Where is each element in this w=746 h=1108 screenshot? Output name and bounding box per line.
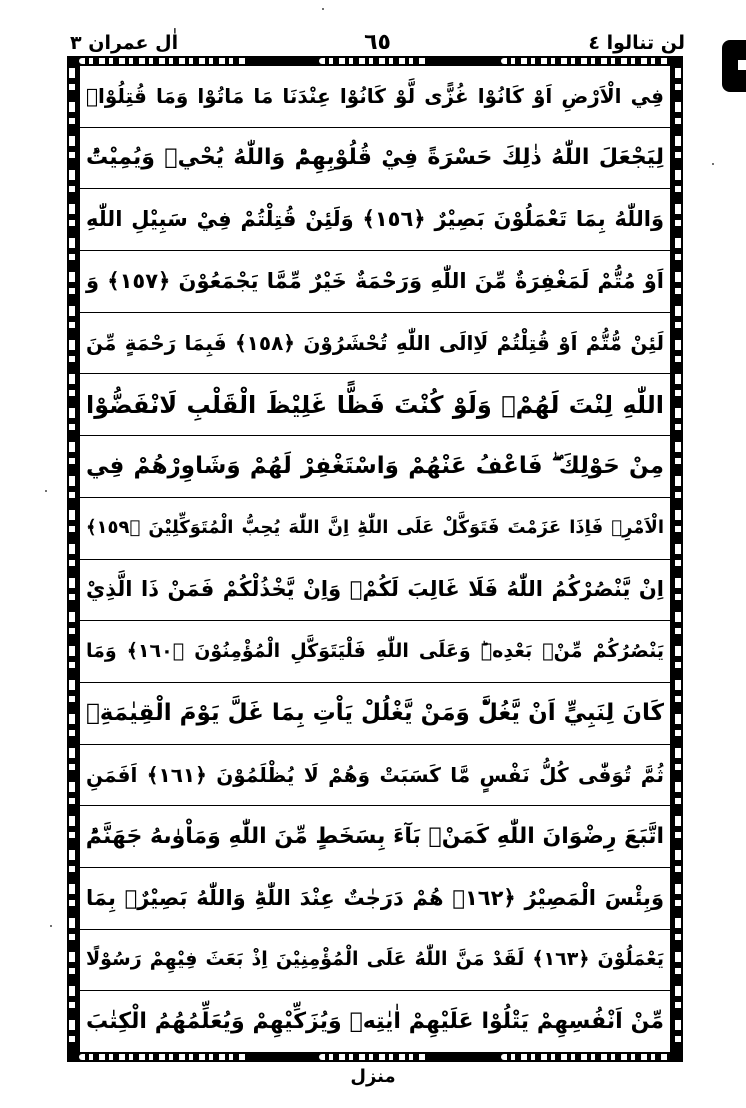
line-text: اللّٰهِ لِنْتَ لَهُمْۚ وَلَوْ كُنْتَ فَظًّا غَلِيْظَ الْقَلْبِ لَانْفَضُّوْا [86,390,664,419]
page-number: ٦٥ [364,30,391,55]
frame-ornament-right [675,68,681,1050]
frame-ornament-bottom [79,1054,671,1060]
line-text: مِنْ حَوْلِكَ ۖ فَاعْفُ عَنْهُمْ وَاسْتَغْفِرْ لَهُمْ وَشَاوِرْهُمْ فِي [86,452,664,479]
text-line [80,621,670,683]
text-line [80,745,670,807]
text-line [80,498,670,560]
text-line [80,930,670,992]
line-text: مِّنْ اَنْفُسِهِمْ يَتْلُوْا عَلَيْهِمْ اٰيٰتِهٖ وَيُزَكِّيْهِمْ وَيُعَلِّمُهُمُ الْكِتٰبَ [86,1008,664,1034]
line-text: فِي الْاَرْضِ اَوْ كَانُوْا غُزًّى لَّوْ كَانُوْا عِنْدَنَا مَا مَاتُوْا وَمَا قُتِلُوْاۚ [86,84,664,109]
ornamental-frame [67,56,683,1062]
text-line [80,683,670,745]
line-text: اَوْ مُتُّمْ لَمَغْفِرَةٌ مِّنَ اللّٰهِ وَرَحْمَةٌ خَيْرٌ مِّمَّا يَجْمَعُوْنَ ﴿١٥٧﴾ وَ [86,268,664,293]
edge-thumb-tab [722,40,746,92]
scan-speck [45,490,47,492]
line-text: يَنْصُرُكُمْ مِّنْۢ بَعْدِهٖؕ وَعَلَى اللّٰهِ فَلْيَتَوَكَّلِ الْمُؤْمِنُوْنَ ﴿١٦٠﴾ وَمَا [86,640,664,663]
text-line [80,128,670,190]
text-line [80,436,670,498]
manzil-footer: منزل [350,1066,396,1087]
text-line [80,313,670,375]
text-line [80,868,670,930]
verse-text-area [80,66,670,1052]
line-text: اِنْ يَّنْصُرْكُمُ اللّٰهُ فَلَا غَالِبَ لَكُمْۚ وَاِنْ يَّخْذُلْكُمْ فَمَنْ ذَا الَّذِيْ [86,577,664,602]
line-text: الْاَمْرِۚ فَاِذَا عَزَمْتَ فَتَوَكَّلْ عَلَى اللّٰهِؕ اِنَّ اللّٰهَ يُحِبُّ الْمُتَوَكِّلِيْنَ ﴿١٥٩﴾ [86,517,664,539]
text-line [80,66,670,128]
surah-name: اٰل عمران ٣ [70,32,179,54]
text-line [80,189,670,251]
text-line [80,560,670,622]
line-text: لِيَجْعَلَ اللّٰهُ ذٰلِكَ حَسْرَةً فِيْ قُلُوْبِهِمْؕ وَاللّٰهُ يُحْيٖ وَيُمِيْتُؕ [86,145,664,171]
line-text: ثُمَّ تُوَفّٰى كُلُّ نَفْسٍ مَّا كَسَبَتْ وَهُمْ لَا يُظْلَمُوْنَ ﴿١٦١﴾ اَفَمَنِ [86,762,664,787]
juz-name: لن تنالوا ٤ [588,32,685,54]
line-text: كَانَ لِنَبِيٍّ اَنْ يَّغُلَّؕ وَمَنْ يَّغْلُلْ يَاْتِ بِمَا غَلَّ يَوْمَ الْقِيٰمَةِۚ [86,699,664,726]
line-text: اتَّبَعَ رِضْوَانَ اللّٰهِ كَمَنْۢ بَآءَ بِسَخَطٍ مِّنَ اللّٰهِ وَمَاْوٰىهُ جَهَنَّمُؕ [85,823,664,849]
text-line [80,251,670,313]
scan-speck [50,925,52,927]
line-text: يَعْمَلُوْنَ ﴿١٦٣﴾ لَقَدْ مَنَّ اللّٰهُ عَلَى الْمُؤْمِنِيْنَ اِذْ بَعَثَ فِيْهِمْ رَسُوْلًا [86,948,664,971]
text-line [80,991,670,1052]
frame-ornament-left [69,68,75,1050]
text-line [80,374,670,436]
text-line [80,806,670,868]
line-text: وَبِئْسَ الْمَصِيْرُ ﴿١٦٢﴾ هُمْ دَرَجٰتٌ عِنْدَ اللّٰهِؕ وَاللّٰهُ بَصِيْرٌۢ بِمَا [86,885,664,910]
scan-speck [322,8,324,10]
scan-speck [712,163,714,165]
page-header [70,30,685,56]
line-text: وَاللّٰهُ بِمَا تَعْمَلُوْنَ بَصِيْرٌ ﴿١٥٦﴾ وَلَئِنْ قُتِلْتُمْ فِيْ سَبِيْلِ اللّٰهِ [86,207,664,232]
frame-ornament-top [79,58,671,64]
line-text: لَئِنْ مُّتُّمْ اَوْ قُتِلْتُمْ لَاِالَى اللّٰهِ تُحْشَرُوْنَ ﴿١٥٨﴾ فَبِمَا رَحْمَةٍ مِّنَ [86,331,664,356]
